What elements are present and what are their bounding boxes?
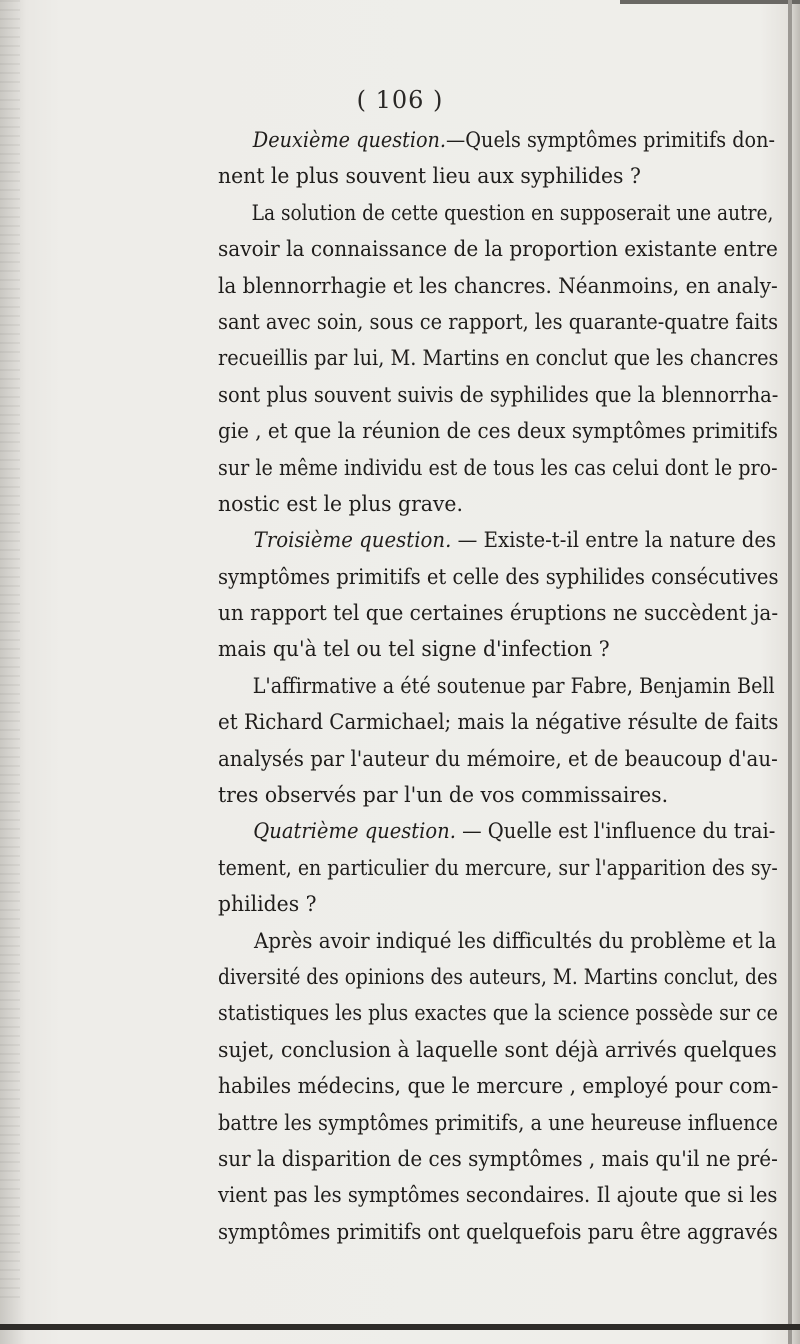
question-label: Deuxième question.	[252, 128, 447, 152]
text-line: sont plus souvent suivis de syphilides que la blennorrha-	[218, 382, 779, 407]
text-line: habiles médecins, que le mercure , employé pour com-	[218, 1074, 779, 1099]
text-line: symptômes primitifs et celle des syphilides consécutives	[218, 564, 779, 589]
text-line: Deuxième question.—Quels symptômes primitifs don-	[252, 128, 776, 152]
text-line: La solution de cette question en supposerait une autre,	[251, 200, 774, 225]
text-line: tement, en particulier du mercure, sur l'apparition des sy-	[218, 855, 778, 880]
text-line: mais qu'à tel ou tel signe d'infection ?	[218, 637, 610, 662]
text-line: Quatrième question. — Quelle est l'influence du trai-	[253, 819, 776, 844]
page-edge-bottom	[0, 1324, 800, 1330]
text-line: Troisième question. — Existe-t-il entre la nature des	[253, 528, 777, 553]
text-line: sant avec soin, sous ce rapport, les quarante-quatre faits	[218, 309, 779, 334]
text-line: L'affirmative a été soutenue par Fabre, Benjamin Bell	[252, 673, 775, 698]
text-line: diversité des opinions des auteurs, M. Martins conclut, des	[218, 964, 778, 989]
page-number: ( 106 )	[356, 86, 444, 114]
text-line: Après avoir indiqué les difficultés du problème et la	[253, 928, 777, 953]
text-line: vient pas les symptômes secondaires. Il ajoute que si les	[218, 1183, 778, 1208]
text-line: la blennorrhagie et les chancres. Néanmoins, en analy-	[218, 273, 778, 298]
text-line: nent le plus souvent lieu aux syphilides ?	[218, 164, 641, 189]
text-line: gie , et que la réunion de ces deux symptômes primitifs	[218, 419, 779, 444]
text-line: recueillis par lui, M. Martins en conclut que les chancres	[218, 346, 779, 371]
body-text	[218, 122, 796, 1250]
text-line: analysés par l'auteur du mémoire, et de beaucoup d'au-	[218, 746, 778, 771]
text-line: et Richard Carmichael; mais la négative résulte de faits	[218, 710, 779, 735]
text-line: savoir la connaissance de la proportion existante entre	[218, 237, 778, 262]
text-line: sur la disparition de ces symptômes , mais qu'il ne pré-	[218, 1146, 778, 1171]
text-line: symptômes primitifs ont quelquefois paru être aggravés	[218, 1219, 778, 1244]
text-line: nostic est le plus grave.	[218, 491, 463, 516]
text-line: battre les symptômes primitifs, a une heureuse influence	[218, 1110, 778, 1135]
page-edge-top	[620, 0, 800, 4]
question-label: Quatrième question.	[253, 819, 456, 844]
binding-gutter	[0, 0, 20, 1300]
text-line: statistiques les plus exactes que la science possède sur ce	[218, 1001, 779, 1026]
text-line: un rapport tel que certaines éruptions ne succèdent ja-	[218, 601, 779, 626]
text-line: sujet, conclusion à laquelle sont déjà arrivés quelques	[218, 1037, 777, 1062]
text-line: tres observés par l'un de vos commissaires.	[218, 783, 669, 808]
question-label: Troisième question.	[253, 528, 452, 553]
text-line: sur le même individu est de tous les cas celui dont le pro-	[218, 455, 778, 480]
text-line: philides ?	[218, 892, 317, 917]
